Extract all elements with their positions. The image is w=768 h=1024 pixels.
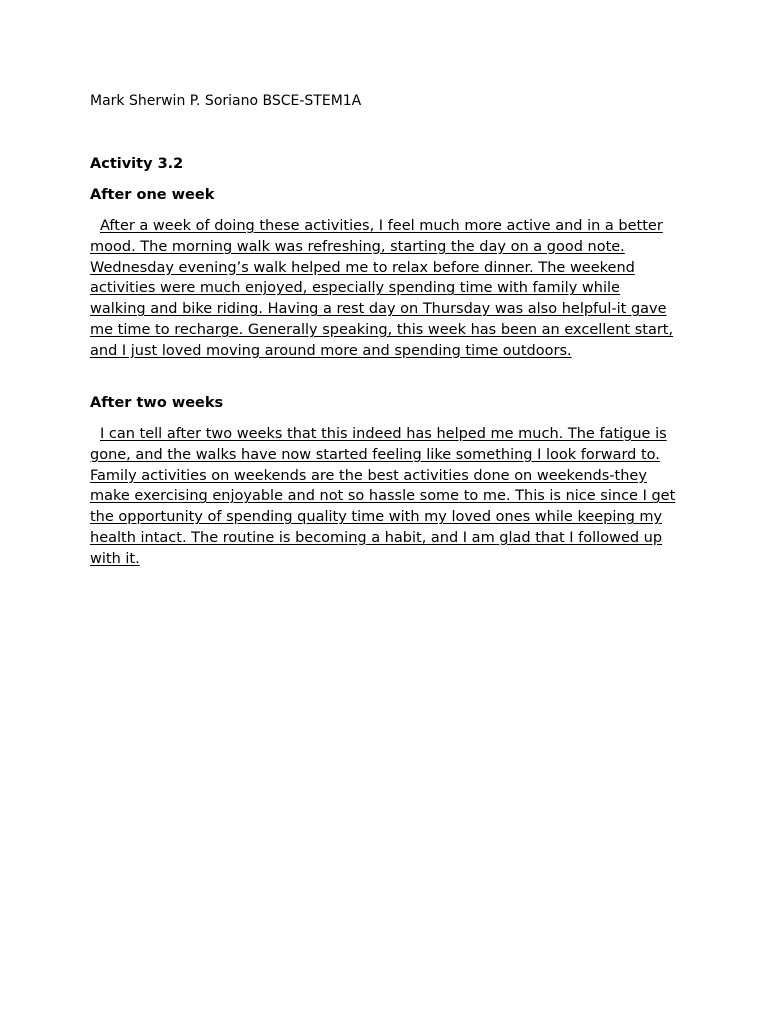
activity-title: Activity 3.2 (90, 156, 184, 172)
section-heading-week-one: After one week (90, 187, 215, 203)
section-body-week-one: After a week of doing these activities, I feel much more active and in a better mood. The morning walk was refreshing, starting the day on a good note. Wednesday evening’s walk helped me to relax before dinner. The weekend activities were much enjoyed, especially spending time with family while walking and bike riding. Having a rest day on Thursday was also helpful-it gave me time to recharge. Generally speaking, this week has been an excellent start, and I just loved moving around more and spending time outdoors. (90, 218, 674, 359)
author-line: Mark Sherwin P. Soriano BSCE-STEM1A (90, 93, 362, 109)
section-heading-week-two: After two weeks (90, 395, 224, 411)
section-body-week-two: I can tell after two weeks that this indeed has helped me much. The fatigue is gone, and the walks have now started feeling like something I look forward to. Family activities on weekends are the best activities done on weekends-they make exercising enjoyable and not so hassle some to me. This is nice since I get the opportunity of spending quality time with my loved ones while keeping my health intact. The routine is becoming a habit, and I am glad that I followed up with it. (90, 426, 676, 567)
